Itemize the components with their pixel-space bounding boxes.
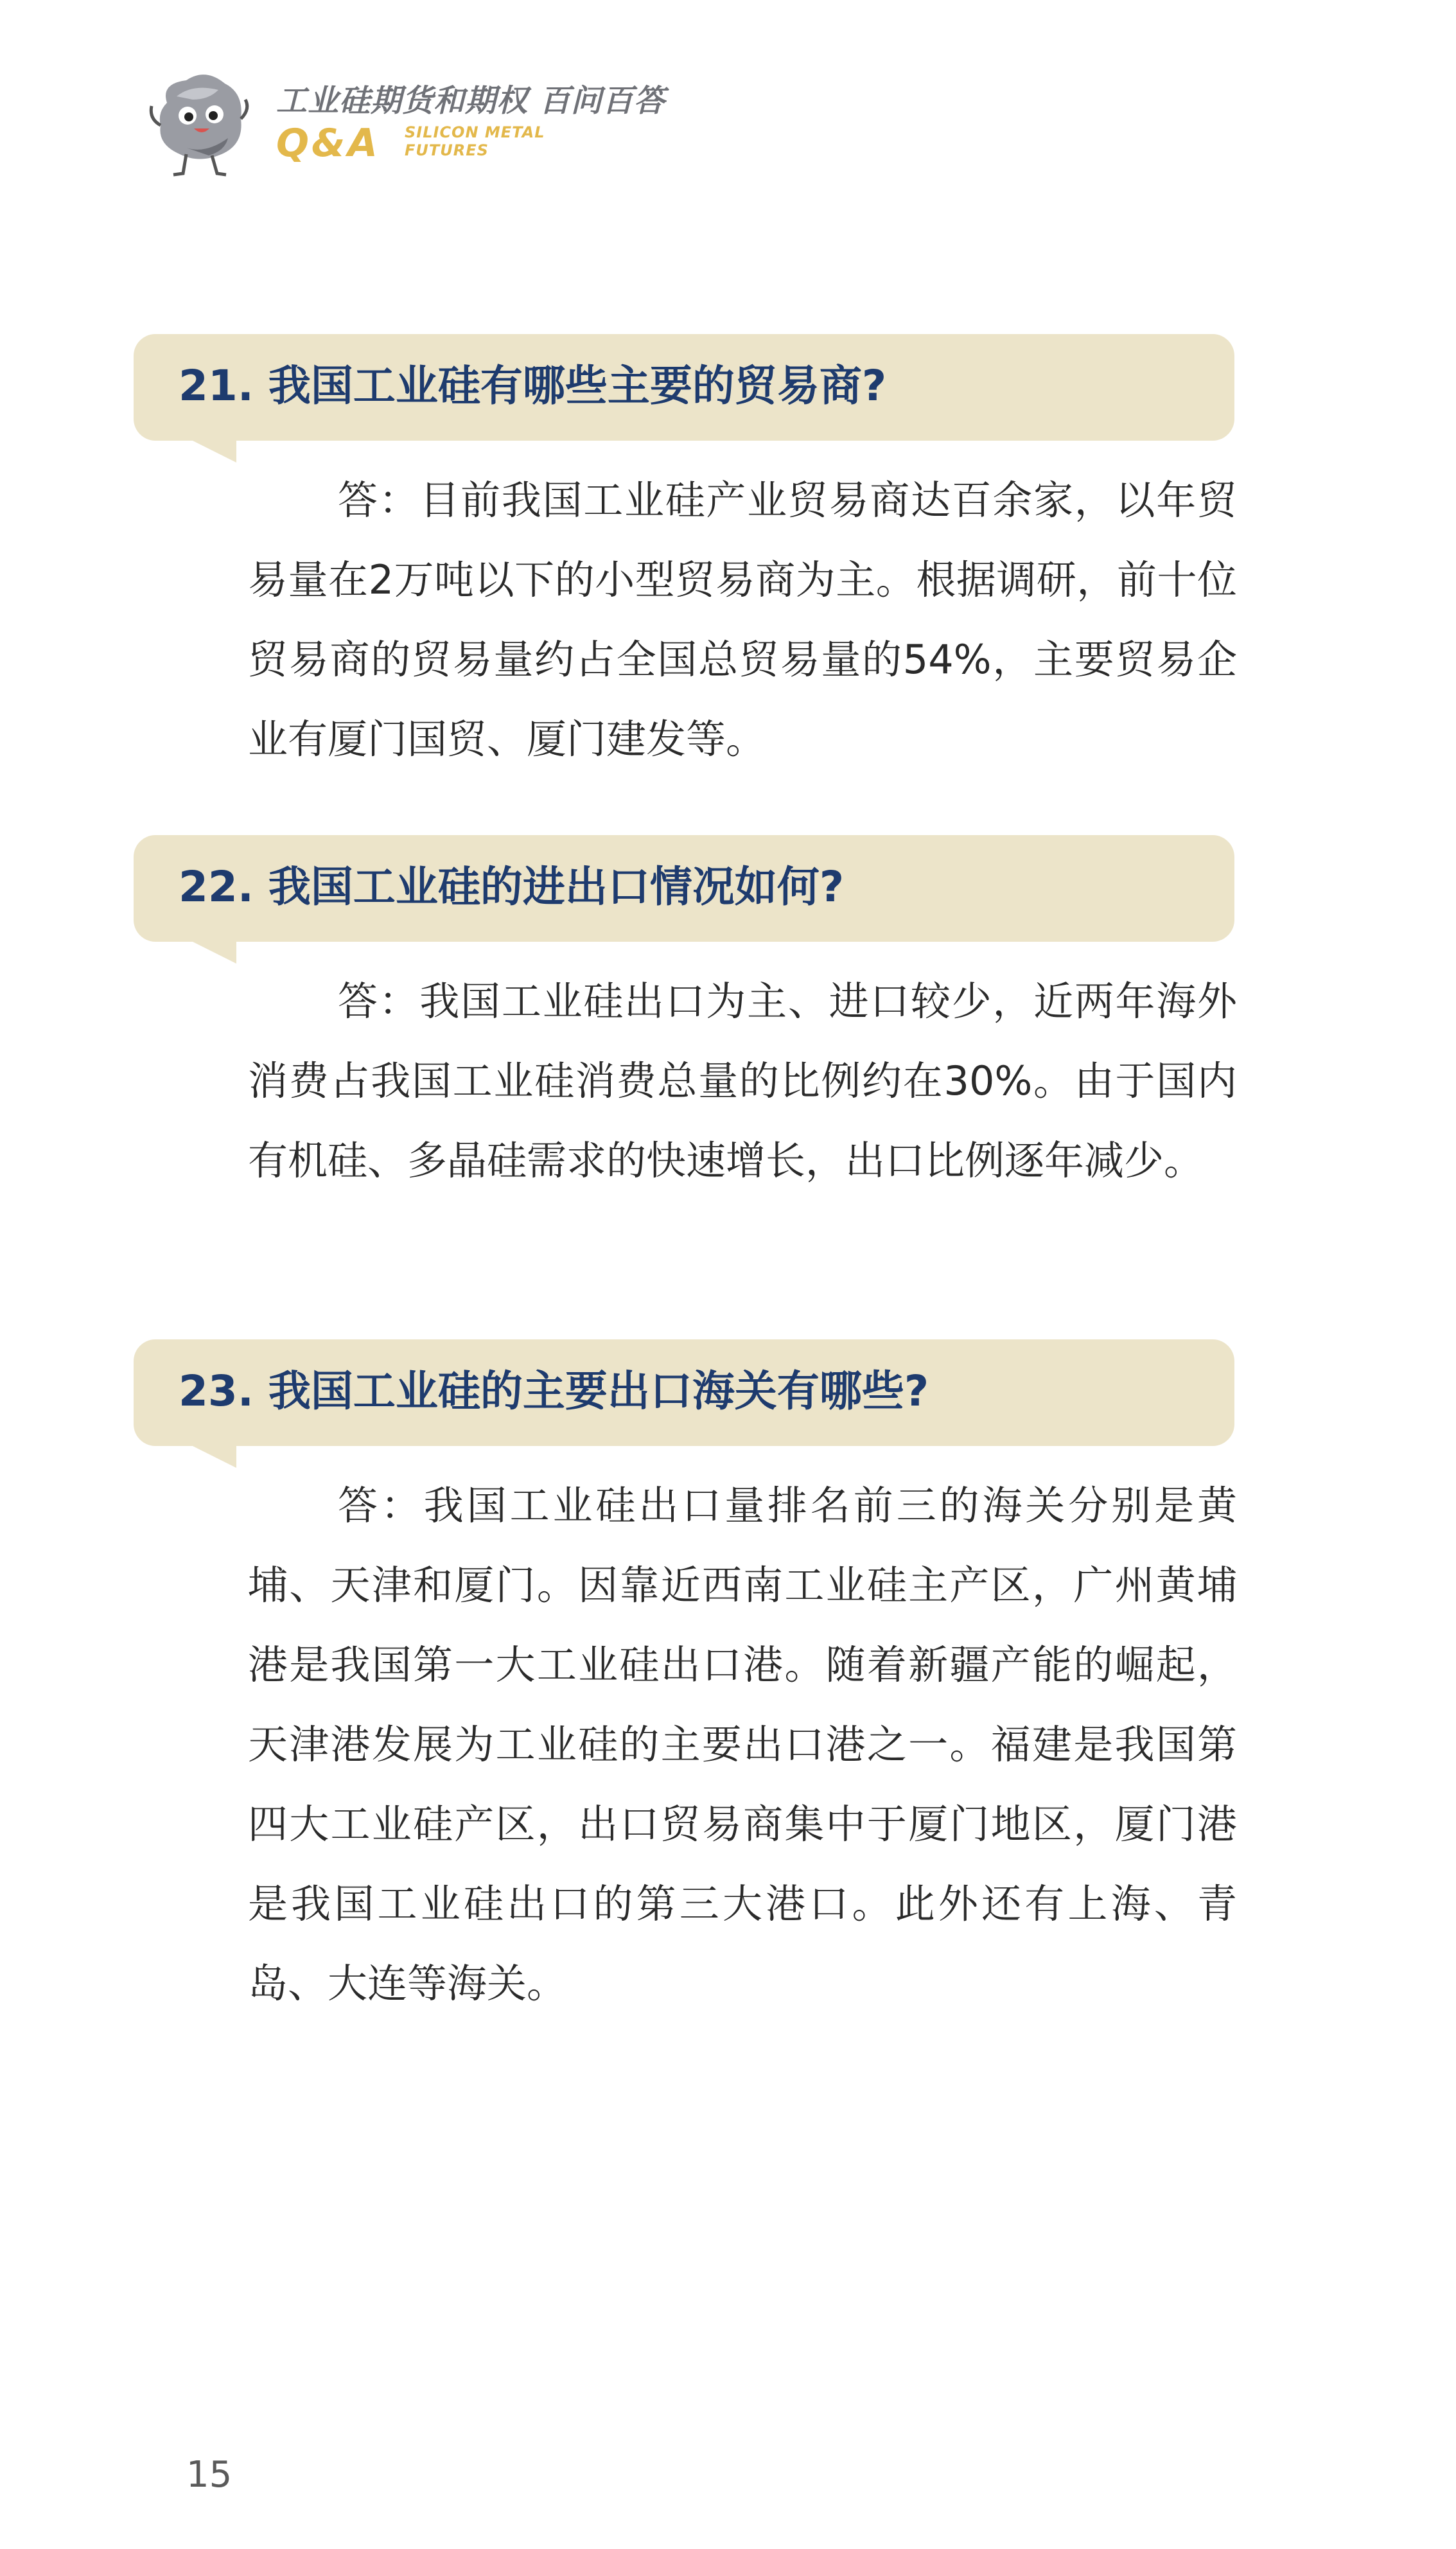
subtitle-line-1: SILICON METAL [405, 123, 545, 141]
qa-mark: Q&A [276, 121, 380, 166]
question-text: 23. 我国工业硅的主要出口海关有哪些? [179, 1366, 929, 1416]
question-bubble-tail [193, 441, 236, 463]
book-title: 工业硅期货和期权 百问百答 [276, 83, 665, 119]
question-bubble [134, 835, 1234, 942]
question-bubble-tail [193, 1446, 236, 1468]
question-text: 21. 我国工业硅有哪些主要的贸易商? [179, 361, 887, 410]
answer-text: 答：目前我国工业硅产业贸易商达百余家，以年贸易量在2万吨以下的小型贸易商为主。根据调研，前十位贸易商的贸易量约占全国总贸易量的54%，主要贸易企业有厦门国贸、厦门建发等。 [248, 477, 1237, 763]
book-subtitle [405, 123, 545, 159]
question-text: 22. 我国工业硅的进出口情况如何? [179, 862, 845, 912]
silicon-mascot-icon [148, 64, 250, 180]
question-bubble-tail [193, 942, 236, 964]
page-number: 15 [186, 2454, 232, 2496]
answer-text: 答：我国工业硅出口为主、进口较少，近两年海外消费占我国工业硅消费总量的比例约在30%。由于国内有机硅、多晶硅需求的快速增长，出口比例逐年减少。 [248, 978, 1237, 1184]
subtitle-line-2: FUTURES [405, 141, 489, 159]
question-bubble [134, 1339, 1234, 1446]
page-header [148, 64, 726, 186]
answer-text: 答：我国工业硅出口量排名前三的海关分别是黄埔、天津和厦门。因靠近西南工业硅主产区，广州黄埔港是我国第一大工业硅出口港。随着新疆产能的崛起，天津港发展为工业硅的主要出口港之一。福建是我国第四大工业硅产区，出口贸易商集中于厦门地区，厦门港是我国工业硅出口的第三大港口。此外还有上海、青岛、大连等海关。 [248, 1482, 1237, 2007]
question-bubble [134, 334, 1234, 441]
